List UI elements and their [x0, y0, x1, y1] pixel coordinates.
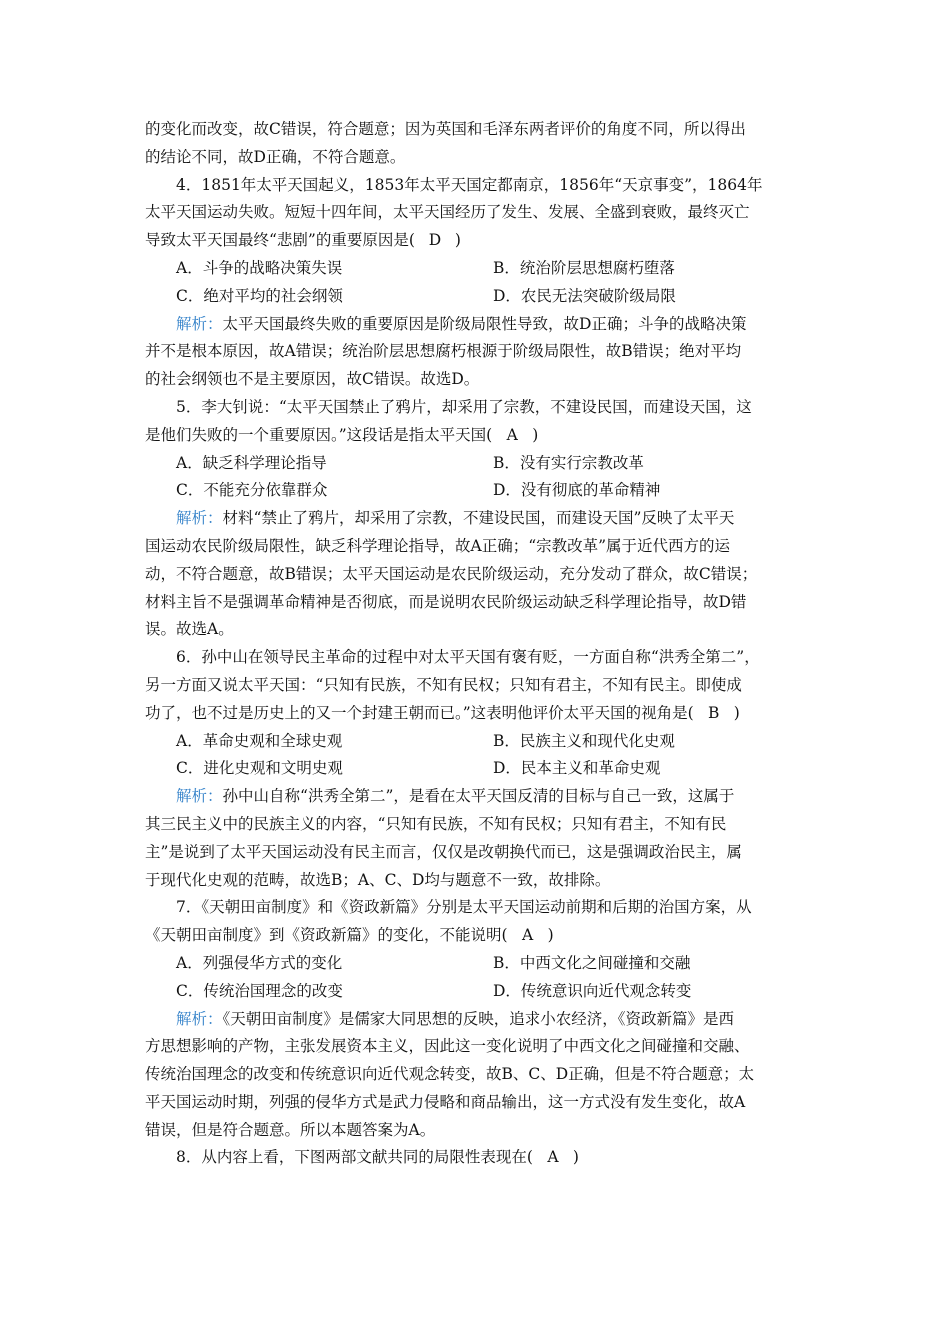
- question-4: [145, 172, 810, 394]
- option-b: B．中西文化之间碰撞和交融: [493, 953, 691, 972]
- options-row: [145, 283, 810, 311]
- explanation-line: 材料主旨不是强调革命精神是否彻底，而是说明农民阶级运动缺乏科学理论指导，故D错: [145, 592, 747, 611]
- explanation-line: [145, 505, 810, 533]
- options-row: [145, 978, 810, 1006]
- question-stem-last-line: [145, 700, 810, 728]
- answer-letter: A: [506, 425, 518, 444]
- explanation-line: 误。故选A。: [145, 620, 234, 639]
- option-d: D．民本主义和革命史观: [493, 759, 661, 778]
- explanation-line: 错误，但是符合题意。所以本题答案为A。: [145, 1120, 436, 1139]
- question-stem-line: 4．1851年太平天国起义，1853年太平天国定都南京，1856年“天京事变”，1864年: [176, 175, 763, 194]
- answer-letter: A: [547, 1148, 559, 1167]
- explanation-line: [145, 1006, 810, 1034]
- question-stem-last-line: [145, 227, 810, 255]
- document-page: [145, 116, 810, 1172]
- explanation-label: 解析：: [176, 1009, 223, 1028]
- option-d: D．没有彻底的革命精神: [493, 481, 661, 500]
- answer-letter: A: [521, 926, 534, 945]
- option-d: D．传统意识向近代观念转变: [493, 981, 692, 1000]
- explanation-text: 《天朝田亩制度》是儒家大同思想的反映，追求小农经济，《资政新篇》是西: [222, 1009, 735, 1028]
- option-a: A．斗争的战略决策失误: [176, 258, 343, 277]
- option-d: D．农民无法突破阶级局限: [493, 286, 676, 305]
- answer-close-paren: ): [733, 703, 740, 722]
- explanation-line: 动，不符合题意，故B错误；太平天国运动是农民阶级运动，充分发动了群众，故C错误；: [145, 564, 758, 583]
- question-stem-text: 导致太平天国最终“悲剧”的重要原因是(: [145, 231, 415, 250]
- question-stem-line: 5．李大钊说：“太平天国禁止了鸦片，却采用了宗教，不建设民国，而建设天国，这: [176, 397, 752, 416]
- explanation-line: 于现代化史观的范畴，故选B；A、C、D均与题意不一致，故排除。: [145, 870, 611, 889]
- option-c: C．不能充分依靠群众: [176, 481, 328, 500]
- question-stem-line: 7．《天朝田亩制度》和《资政新篇》分别是太平天国运动前期和后期的治国方案，从: [176, 898, 752, 917]
- options-row: [145, 755, 810, 783]
- options-row: [145, 255, 810, 283]
- explanation: [145, 1006, 810, 1145]
- options-row: [145, 477, 810, 505]
- question-5: [145, 394, 810, 644]
- options-row: [145, 728, 810, 756]
- question-stem-line: 太平天国运动失败。短短十四年间，太平天国经历了发生、发展、全盛到衰败，最终灭亡: [145, 203, 750, 222]
- option-b: B．没有实行宗教改革: [493, 453, 644, 472]
- options-row: [145, 950, 810, 978]
- explanation-text: 太平天国最终失败的重要原因是阶级局限性导致，故D正确；斗争的战略决策: [222, 314, 747, 333]
- question-stem-text: 8．从内容上看，下图两部文献共同的局限性表现在(: [176, 1148, 533, 1167]
- answer-letter: D: [428, 231, 442, 250]
- answer-close-paren: ): [547, 926, 554, 945]
- option-c: C．进化史观和文明史观: [176, 759, 343, 778]
- question-stem-line: 另一方面又说太平天国：“只知有民族，不知有民权；只知有君主，不知有民主。即使成: [145, 675, 742, 694]
- explanation-line: 平天国运动时期，列强的侵华方式是武力侵略和商品输出，这一方式没有发生变化，故A: [145, 1092, 746, 1111]
- question-stem-last-line: [145, 1144, 810, 1172]
- explanation-line: 国运动农民阶级局限性，缺乏科学理论指导，故A正确；“宗教改革”属于近代西方的运: [145, 536, 731, 555]
- answer-close-paren: ): [572, 1148, 579, 1167]
- intro-paragraph: [145, 116, 810, 172]
- question-stem-text: 《天朝田亩制度》到《资政新篇》的变化，不能说明(: [145, 926, 508, 945]
- explanation-label: 解析：: [176, 787, 223, 806]
- text-line: 的结论不同，故D正确，不符合题意。: [145, 147, 406, 166]
- question-stem-line: 6．孙中山在领导民主革命的过程中对太平天国有褒有贬，一方面自称“洪秀全第二”，: [176, 648, 760, 667]
- question-stem-last-line: [145, 422, 810, 450]
- explanation: [145, 505, 810, 644]
- question-7: [145, 894, 810, 1144]
- explanation-line: [145, 783, 810, 811]
- answer-letter: B: [708, 703, 720, 722]
- explanation-label: 解析：: [176, 509, 223, 528]
- question-6: [145, 644, 810, 894]
- explanation-line: 传统治国理念的改变和传统意识向近代观念转变，故B、C、D正确，但是不符合题意；太: [145, 1065, 755, 1084]
- explanation: [145, 783, 810, 894]
- option-b: B．统治阶层思想腐朽堕落: [493, 258, 675, 277]
- option-b: B．民族主义和现代化史观: [493, 731, 675, 750]
- option-c: C．传统治国理念的改变: [176, 981, 343, 1000]
- explanation-line: 的社会纲领也不是主要原因，故C错误。故选D。: [145, 370, 480, 389]
- explanation: [145, 311, 810, 394]
- explanation-label: 解析：: [176, 314, 223, 333]
- option-a: A．革命史观和全球史观: [176, 731, 343, 750]
- question-8: [145, 1144, 810, 1172]
- explanation-line: 其三民主义中的民族主义的内容，“只知有民族，不知有民权；只知有君主，不知有民: [145, 814, 727, 833]
- explanation-line: [145, 311, 810, 339]
- question-stem-text: 是他们失败的一个重要原因。”这段话是指太平天国(: [145, 425, 493, 444]
- explanation-text: 孙中山自称“洪秀全第二”，是看在太平天国反清的目标与自己一致，这属于: [222, 787, 735, 806]
- explanation-text: 材料“禁止了鸦片，却采用了宗教，不建设民国，而建设天国”反映了太平天: [222, 509, 735, 528]
- question-stem-last-line: [145, 922, 810, 950]
- text-line: 的变化而改变，故C错误，符合题意；因为英国和毛泽东两者评价的角度不同，所以得出: [145, 120, 746, 138]
- explanation-line: 主”是说到了太平天国运动没有民主而言，仅仅是改朝换代而已，这是强调政治民主，属: [145, 842, 742, 861]
- question-stem-text: 功了，也不过是历史上的又一个封建王朝而已。”这表明他评价太平天国的视角是(: [145, 703, 694, 722]
- options-row: [145, 450, 810, 478]
- answer-close-paren: ): [454, 231, 461, 250]
- answer-close-paren: ): [532, 425, 539, 444]
- option-a: A．列强侵华方式的变化: [176, 953, 343, 972]
- explanation-line: 并不是根本原因，故A错误；统治阶层思想腐朽根源于阶级局限性，故B错误；绝对平均: [145, 342, 742, 361]
- option-a: A．缺乏科学理论指导: [176, 453, 327, 472]
- explanation-line: 方思想影响的产物，主张发展资本主义，因此这一变化说明了中西文化之间碰撞和交融、: [145, 1037, 750, 1056]
- option-c: C．绝对平均的社会纲领: [176, 286, 343, 305]
